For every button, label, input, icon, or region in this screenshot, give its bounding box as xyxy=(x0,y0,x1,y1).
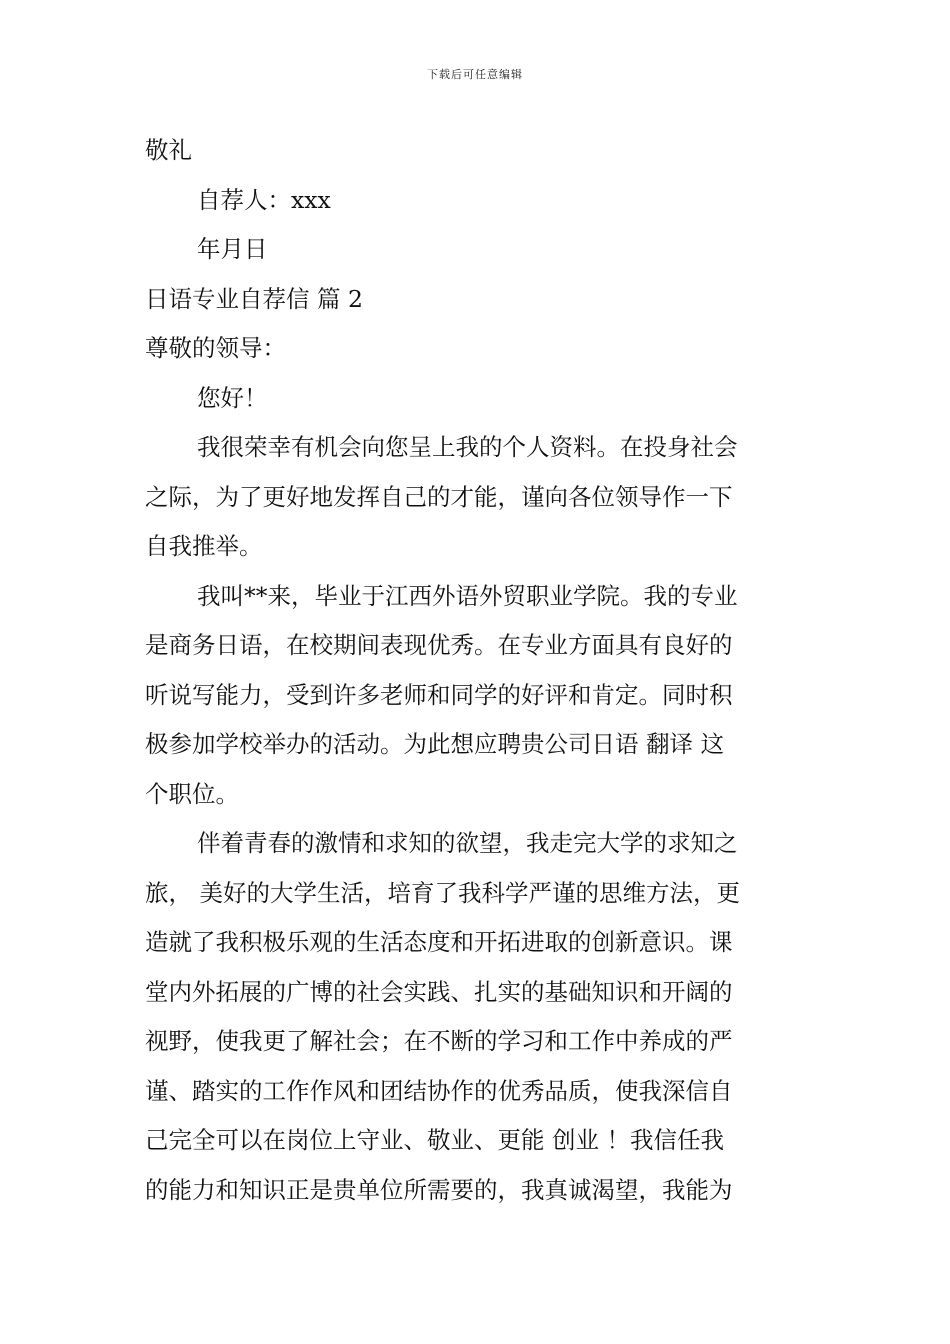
paragraph-line: 之际，为了更好地发挥自己的才能，谨向各位领导作一下 xyxy=(145,482,733,511)
paragraph-line: 造就了我积极乐观的生活态度和开拓进取的创新意识。课 xyxy=(145,928,733,956)
paragraph-line: 伴着青春的激情和求知的欲望，我走完大学的求知之 xyxy=(197,829,738,857)
paragraph-line: 视野，使我更了解社会；在不断的学习和工作中养成的严 xyxy=(145,1027,733,1055)
paragraph-line: 我叫**来，毕业于江西外语外贸职业学院。我的专业 xyxy=(197,581,738,610)
paragraph-line: 谨、踏实的工作作风和团结协作的优秀品质，使我深信自 xyxy=(145,1076,733,1105)
paragraph-line: 是商务日语，在校期间表现优秀。在专业方面具有良好的 xyxy=(145,631,733,659)
paragraph-line: 旅， 美好的大学生活，培育了我科学严谨的思维方法，更 xyxy=(145,878,740,907)
paragraph-line: 己完全可以在岗位上守业、敬业、更能 创业 ！我信任我 xyxy=(145,1126,724,1154)
letter-body xyxy=(145,126,807,1215)
page-header-note: 下载后可任意编辑 xyxy=(427,68,523,81)
section-title: 日语专业自荐信 篇 2 xyxy=(145,284,363,313)
greeting-line: 尊敬的领导： xyxy=(145,334,286,362)
paragraph-line: 极参加学校举办的活动。为此想应聘贵公司日语 翻译 这 xyxy=(145,730,724,758)
paragraph-line: 听说写能力，受到许多老师和同学的好评和肯定。同时积 xyxy=(145,680,733,709)
paragraph-line: 堂内外拓展的广博的社会实践、扎实的基础知识和开阔的 xyxy=(145,977,733,1006)
paragraph-line: 我很荣幸有机会向您呈上我的个人资料。在投身社会 xyxy=(197,433,738,461)
paragraph-line: 个职位。 xyxy=(145,779,239,808)
paragraph-line: 的能力和知识正是贵单位所需要的，我真诚渴望，我能为 xyxy=(145,1175,733,1204)
date-line: 年月日 xyxy=(197,235,268,263)
hello-line: 您好！ xyxy=(197,383,268,412)
signature-line: 自荐人：xxx xyxy=(197,185,331,214)
paragraph-line: 自我推举。 xyxy=(145,532,263,560)
closing-salutation: 敬礼 xyxy=(145,136,192,164)
